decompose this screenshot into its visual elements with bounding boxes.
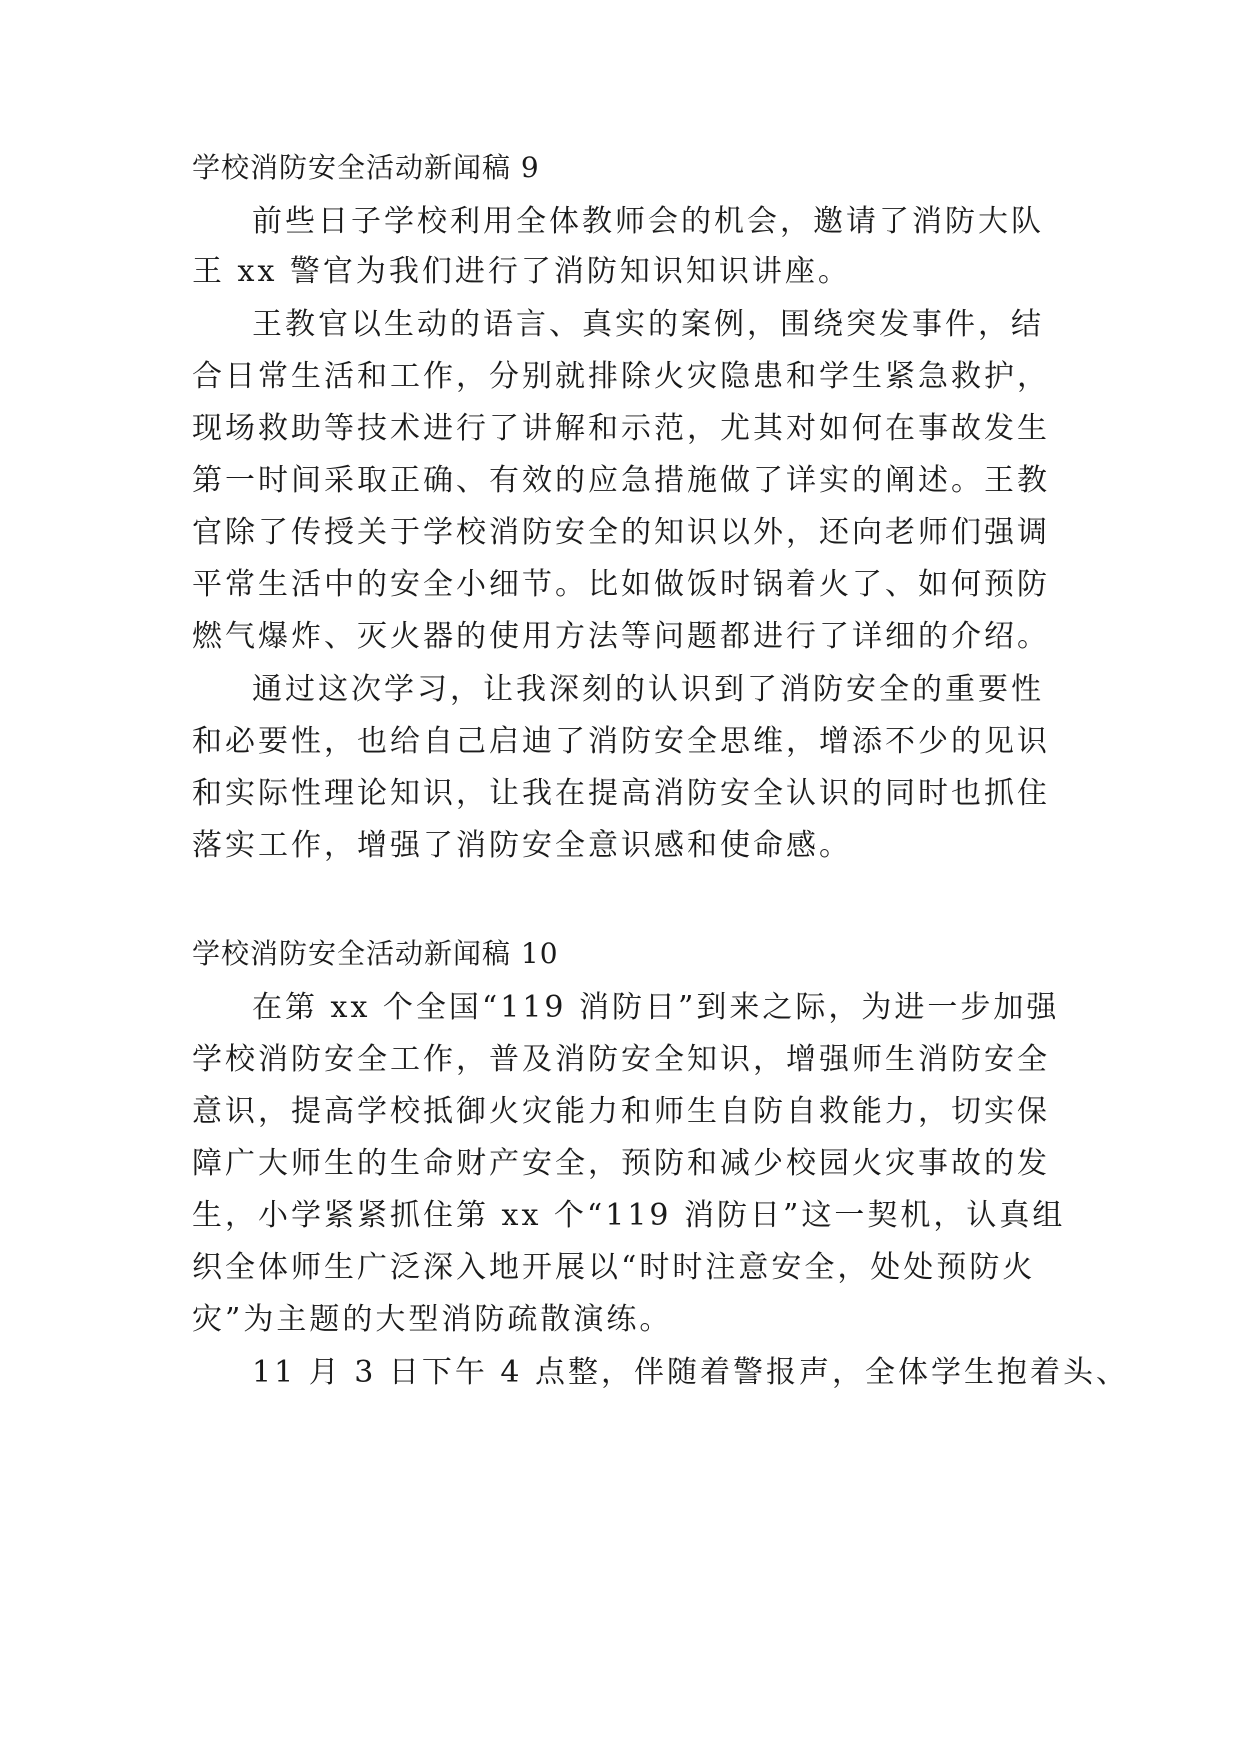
article-10-p1-line-7: 灾”为主题的大型消防疏散演练。 xyxy=(192,1302,673,1337)
article-9-p2-line-4: 第一时间采取正确、有效的应急措施做了详实的阐述。王教 xyxy=(192,463,1050,498)
article-10-p1-line-3: 意识，提高学校抵御火灾能力和师生自防自救能力，切实保 xyxy=(192,1094,1050,1129)
article-9-p2-line-5: 官除了传授关于学校消防安全的知识以外，还向老师们强调 xyxy=(192,515,1050,550)
article-10-p2-line-1: 11 月 3 日下午 4 点整，伴随着警报声，全体学生抱着头、 xyxy=(252,1355,1130,1390)
article-9-title: 学校消防安全活动新闻稿 9 xyxy=(192,151,540,184)
article-10-p1-line-2: 学校消防安全工作，普及消防安全知识，增强师生消防安全 xyxy=(192,1042,1050,1077)
article-9-p2-line-1: 王教官以生动的语言、真实的案例，围绕突发事件，结 xyxy=(252,307,1044,342)
article-9-p1-line-1: 前些日子学校利用全体教师会的机会，邀请了消防大队 xyxy=(252,204,1044,239)
article-10-p1-line-4: 障广大师生的生命财产安全，预防和减少校园火灾事故的发 xyxy=(192,1146,1050,1181)
article-10-p1-line-6: 织全体师生广泛深入地开展以“时时注意安全，处处预防火 xyxy=(192,1250,1036,1285)
article-9-p2-line-3: 现场救助等技术进行了讲解和示范，尤其对如何在事故发生 xyxy=(192,411,1050,446)
article-9-p3-line-1: 通过这次学习，让我深刻的认识到了消防安全的重要性 xyxy=(252,672,1044,707)
article-9-p2-line-7: 燃气爆炸、灭火器的使用方法等问题都进行了详细的介绍。 xyxy=(192,619,1050,654)
article-9-p1-line-2: 王 xx 警官为我们进行了消防知识知识讲座。 xyxy=(192,254,851,289)
article-10-p1-line-1: 在第 xx 个全国“119 消防日”到来之际，为进一步加强 xyxy=(252,990,1060,1025)
article-10-p1-line-5: 生，小学紧紧抓住第 xx 个“119 消防日”这一契机，认真组 xyxy=(192,1198,1066,1233)
article-9-p3-line-2: 和必要性，也给自己启迪了消防安全思维，增添不少的见识 xyxy=(192,724,1050,759)
article-9-p2-line-2: 合日常生活和工作，分别就排除火灾隐患和学生紧急救护， xyxy=(192,359,1050,394)
article-9-p3-line-4: 落实工作，增强了消防安全意识感和使命感。 xyxy=(192,828,852,863)
article-9-p3-line-3: 和实际性理论知识，让我在提高消防安全认识的同时也抓住 xyxy=(192,776,1050,811)
article-10-title: 学校消防安全活动新闻稿 10 xyxy=(192,937,559,970)
article-9-p2-line-6: 平常生活中的安全小细节。比如做饭时锅着火了、如何预防 xyxy=(192,567,1050,602)
